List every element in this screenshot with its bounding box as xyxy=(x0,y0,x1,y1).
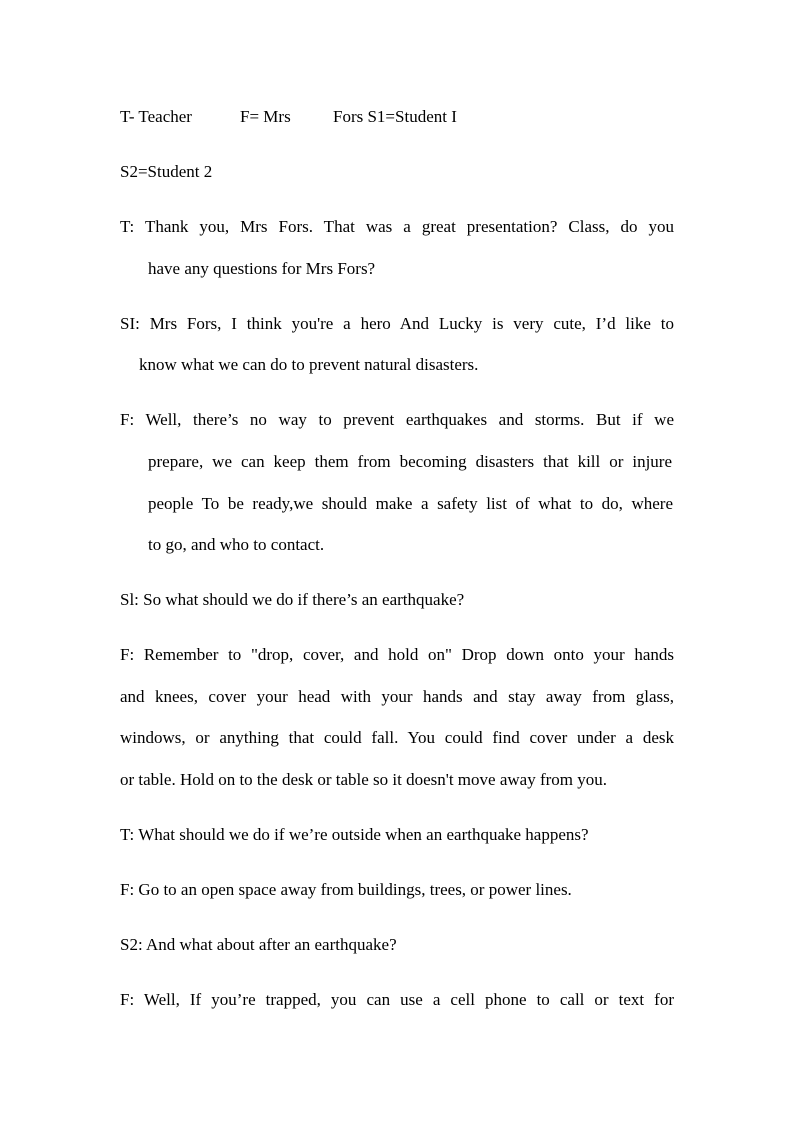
dialogue-line: prepare, we can keep them from becoming disasters that kill or injure xyxy=(148,452,672,471)
dialogue-line: T: What should we do if we’re outside when an earthquake happens? xyxy=(120,825,589,844)
dialogue-line: have any questions for Mrs Fors? xyxy=(148,259,376,278)
dialogue-line: T: Thank you, Mrs Fors. That was a great presentation? Class, do you xyxy=(120,217,674,236)
dialogue-line: Sl: So what should we do if there’s an earthquake? xyxy=(120,590,465,609)
dialogue-line: F: Well, If you’re trapped, you can use a cell phone to call or text for xyxy=(120,990,674,1009)
dialogue-line: F: Remember to "drop, cover, and hold on" Drop down onto your hands xyxy=(120,645,674,664)
dialogue-line: to go, and who to contact. xyxy=(148,535,325,554)
legend-student1: Fors S1=Student I xyxy=(333,107,457,126)
dialogue-line: S2: And what about after an earthquake? xyxy=(120,935,397,954)
dialogue-line: and knees, cover your head with your hands and stay away from glass, xyxy=(120,687,674,706)
dialogue-line: F: Well, there’s no way to prevent earthquakes and storms. But if we xyxy=(120,410,674,429)
dialogue-line: windows, or anything that could fall. You could find cover under a desk xyxy=(120,728,674,747)
dialogue-line: SI: Mrs Fors, I think you're a hero And Lucky is very cute, I’d like to xyxy=(120,314,674,333)
dialogue-line: people To be ready,we should make a safety list of what to do, where xyxy=(148,494,673,513)
dialogue-line: F: Go to an open space away from buildings, trees, or power lines. xyxy=(120,880,572,899)
legend-teacher: T- Teacher xyxy=(120,107,192,126)
dialogue-line: or table. Hold on to the desk or table so it doesn't move away from you. xyxy=(120,770,607,789)
legend-mrs: F= Mrs xyxy=(240,107,291,126)
legend-student2: S2=Student 2 xyxy=(120,162,213,181)
dialogue-line: know what we can do to prevent natural disasters. xyxy=(139,355,479,374)
